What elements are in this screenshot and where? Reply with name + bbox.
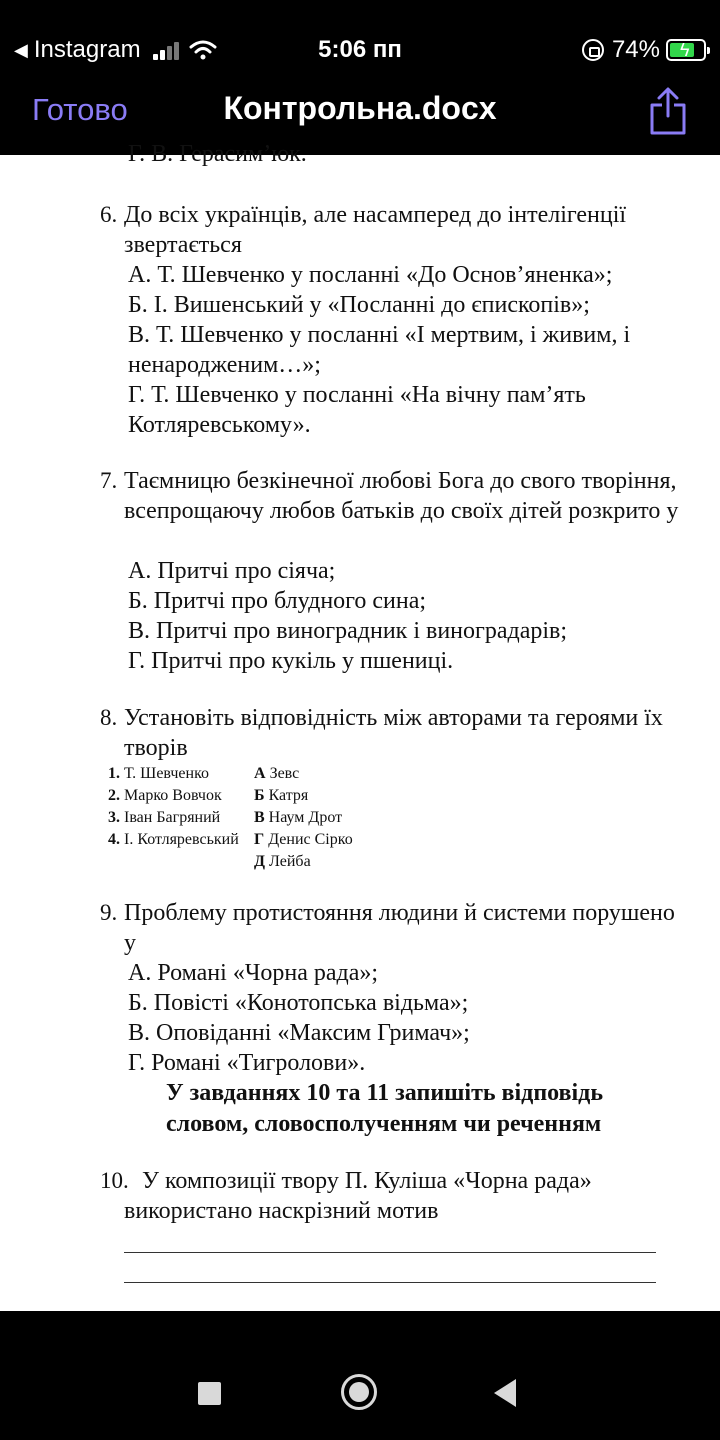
answer-option: В. Т. Шевченко у посланні «І мертвим, і живим, і ненародженим…»; (128, 322, 631, 378)
back-app-label: Instagram (33, 36, 141, 63)
question-stem: До всіх українців, але насамперед до інтелігенції звертається (124, 202, 627, 258)
battery-percent: 74% (611, 36, 660, 63)
matching-author: 2. Марко Вовчок (108, 787, 222, 804)
question-stem: У композиції твору П. Куліша «Чорна рада» використано наскрізний мотив (124, 1168, 592, 1224)
document-nav-bar (0, 70, 720, 156)
previous-answer-fragment: Г. В. Герасим’юк. (128, 141, 307, 167)
matching-hero: Г Денис Сірко (254, 831, 353, 848)
answer-line (124, 1252, 656, 1253)
question-number: 6. (100, 202, 118, 227)
status-right (582, 36, 706, 64)
answer-option: Б. Повісті «Конотопська відьма»; (128, 990, 469, 1016)
done-button[interactable]: Готово (32, 92, 128, 127)
question-stem: Таємницю безкінечної любові Бога до свого творіння, всепрощаючу любов батьків до своїх дітей розкрито у (124, 468, 679, 524)
matching-hero: Д Лейба (254, 853, 311, 870)
charging-bolt-icon: ϟ (680, 40, 690, 60)
home-icon[interactable] (341, 1374, 377, 1410)
back-icon[interactable] (494, 1379, 516, 1407)
answer-option: А. Т. Шевченко у посланні «До Основ’яненка»; (128, 262, 613, 288)
document-title: Контрольна.docx (223, 90, 497, 126)
matching-hero: Б Катря (254, 787, 309, 804)
system-nav-bar (0, 1311, 720, 1440)
matching-author: 1. Т. Шевченко (108, 765, 210, 782)
battery-charging-icon (666, 39, 706, 61)
matching-author: 3. Іван Багряний (108, 809, 221, 826)
question-number: 10. (100, 1168, 129, 1193)
question-stem: Проблему протистояння людини й системи порушено у (124, 900, 675, 956)
matching-hero: А Зевс (254, 765, 300, 782)
answer-line (124, 1282, 656, 1283)
answer-option: А. Притчі про сіяча; (128, 558, 336, 584)
answer-option: Г. Романі «Тигролови». (128, 1050, 366, 1076)
answer-option: Б. Притчі про блудного сина; (128, 588, 427, 614)
question-number: 9. (100, 900, 118, 925)
answer-option: Г. Притчі про кукіль у пшениці. (128, 648, 454, 674)
question-stem: Установіть відповідність між авторами та героями їх творів (124, 705, 663, 761)
answer-option: В. Оповіданні «Максим Гримач»; (128, 1020, 470, 1046)
back-arrow-icon: ◀ (14, 39, 28, 60)
recent-apps-icon[interactable] (198, 1382, 221, 1405)
matching-hero: В Наум Дрот (254, 809, 343, 826)
question-number: 7. (100, 468, 118, 493)
clock: 5:06 пп (318, 36, 402, 63)
orientation-lock-icon (582, 39, 604, 61)
section-instruction: У завданнях 10 та 11 запишіть відповідь словом, словосполученням чи реченням (166, 1080, 604, 1137)
answer-option: Б. І. Вишенський у «Посланні до єпископів»; (128, 292, 590, 318)
matching-author: 4. І. Котляревський (108, 831, 239, 848)
question-number: 8. (100, 705, 118, 730)
share-icon[interactable] (648, 86, 688, 136)
answer-option: В. Притчі про виноградник і виноградарів; (128, 618, 568, 644)
answer-option: Г. Т. Шевченко у посланні «На вічну пам’ять Котляревському». (128, 382, 586, 438)
document-view[interactable] (0, 141, 720, 1311)
answer-option: А. Романі «Чорна рада»; (128, 960, 379, 986)
